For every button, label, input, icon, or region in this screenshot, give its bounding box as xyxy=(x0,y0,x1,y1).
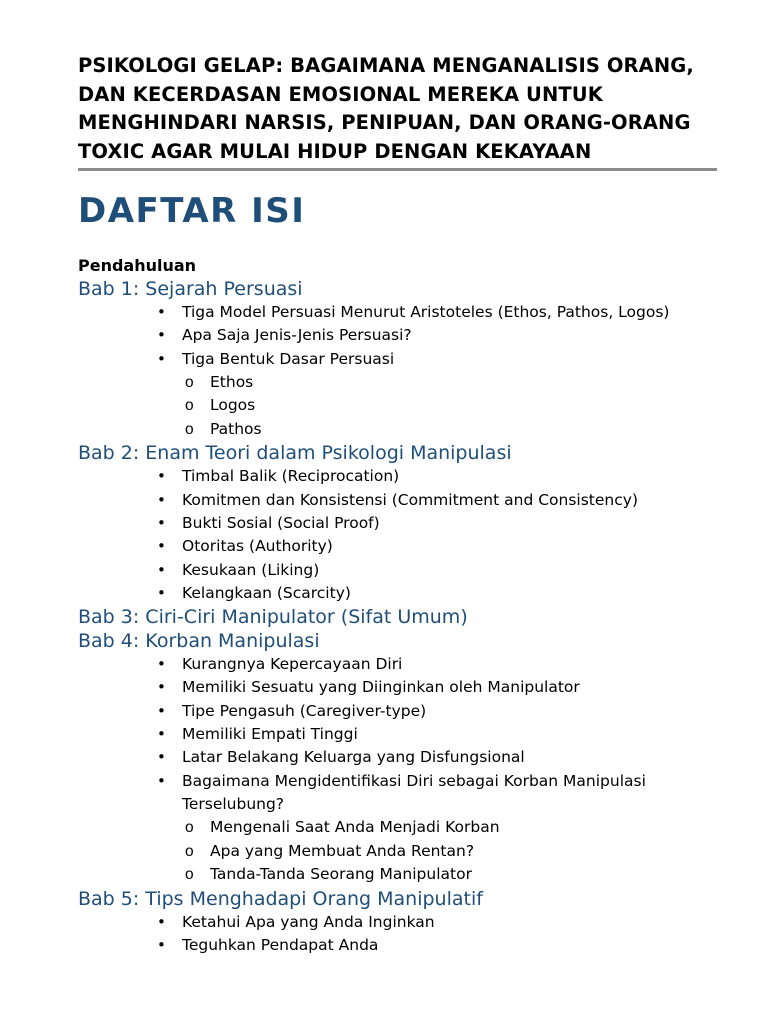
toc-section-item[interactable] xyxy=(157,653,718,676)
toc-subsection-item[interactable] xyxy=(185,816,718,840)
toc-subsection-item[interactable] xyxy=(185,840,718,864)
toc-section-label: Bagaimana Mengidentifikasi Diri sebagai Korban Manipulasi Terselubung? xyxy=(182,771,646,813)
toc-heading: DAFTAR ISI xyxy=(78,191,306,231)
bullet-icon: • xyxy=(157,936,166,955)
toc-section-item[interactable] xyxy=(157,723,718,746)
toc-section-list xyxy=(78,911,718,958)
toc-section-item[interactable] xyxy=(157,934,718,957)
toc-chapter xyxy=(78,629,718,887)
toc-section-label: Apa Saja Jenis-Jenis Persuasi? xyxy=(182,326,412,345)
toc-section-label: Timbal Balik (Reciprocation) xyxy=(182,467,400,486)
toc-section-label: Tiga Model Persuasi Menurut Aristoteles (Ethos, Pathos, Logos) xyxy=(182,303,670,321)
toc-chapter-title[interactable]: Bab 2: Enam Teori dalam Psikologi Manipulasi xyxy=(78,442,512,465)
toc-subsection-list xyxy=(182,816,718,887)
toc-section-item[interactable] xyxy=(157,512,718,535)
toc-subsection-label: Ethos xyxy=(210,372,254,391)
toc-subsection-list xyxy=(182,371,718,442)
document-title-line: DAN KECERDASAN EMOSIONAL MEREKA UNTUK xyxy=(78,82,603,106)
toc-section-item[interactable] xyxy=(157,559,718,582)
bullet-icon: • xyxy=(157,678,166,697)
bullet-icon: • xyxy=(157,748,166,767)
toc-section-item[interactable] xyxy=(157,465,718,488)
sub-bullet-icon: o xyxy=(185,866,194,884)
toc-subsection-label: Logos xyxy=(210,396,256,415)
toc-section-label: Otoritas (Authority) xyxy=(182,537,333,556)
toc-subsection-label: Tanda-Tanda Seorang Manipulator xyxy=(210,865,472,884)
toc-section-item[interactable] xyxy=(157,770,718,817)
toc-section-list xyxy=(78,465,718,605)
toc-section-list xyxy=(78,653,718,887)
toc-section-item[interactable] xyxy=(157,676,718,699)
sub-bullet-icon: o xyxy=(185,842,194,860)
toc-section-label: Ketahui Apa yang Anda Inginkan xyxy=(182,912,435,931)
toc-subsection-label: Pathos xyxy=(210,419,262,438)
toc-chapter xyxy=(78,441,718,605)
document-title-line: TOXIC AGAR MULAI HIDUP DENGAN KEKAYAAN xyxy=(78,139,592,163)
toc-section-item[interactable] xyxy=(157,582,718,605)
toc-subsection-label: Mengenali Saat Anda Menjadi Korban xyxy=(210,818,500,837)
bullet-icon: • xyxy=(157,771,166,790)
bullet-icon: • xyxy=(157,701,166,720)
toc-section-label: Kesukaan (Liking) xyxy=(182,560,320,579)
document-title-line: MENGHINDARI NARSIS, PENIPUAN, DAN ORANG-ORANG xyxy=(78,111,691,134)
toc-section-item[interactable] xyxy=(157,348,718,371)
toc-chapter xyxy=(78,605,718,629)
toc-section-label: Kurangnya Kepercayaan Diri xyxy=(182,655,403,674)
bullet-icon: • xyxy=(157,912,166,931)
toc-section-label: Teguhkan Pendapat Anda xyxy=(182,936,379,955)
bullet-icon: • xyxy=(157,490,166,509)
document-title xyxy=(78,52,718,166)
sub-bullet-icon: o xyxy=(185,397,194,415)
toc-subsection-item[interactable] xyxy=(185,394,718,418)
document-title-line: PSIKOLOGI GELAP: BAGAIMANA MENGANALISIS ORANG, xyxy=(78,54,694,77)
sub-bullet-icon: o xyxy=(185,819,194,837)
bullet-icon: • xyxy=(157,655,166,674)
toc-chapter-title[interactable]: Bab 3: Ciri-Ciri Manipulator (Sifat Umum) xyxy=(78,606,468,629)
toc-section-label: Tipe Pengasuh (Caregiver-type) xyxy=(182,701,427,720)
toc-section-item[interactable] xyxy=(157,700,718,723)
bullet-icon: • xyxy=(157,513,166,532)
toc-section-label: Memiliki Empati Tinggi xyxy=(182,725,358,744)
toc-subsection-label: Apa yang Membuat Anda Rentan? xyxy=(210,841,475,860)
bullet-icon: • xyxy=(157,349,166,368)
sub-bullet-icon: o xyxy=(185,420,194,438)
bullet-icon: • xyxy=(157,725,166,744)
bullet-icon: • xyxy=(157,583,166,602)
toc-section-item[interactable] xyxy=(157,535,718,558)
toc-chapter xyxy=(78,277,718,441)
toc-chapter xyxy=(78,887,718,958)
toc-section-item[interactable] xyxy=(157,324,718,347)
toc-chapter-list xyxy=(78,277,718,957)
toc-section-label: Kelangkaan (Scarcity) xyxy=(182,583,351,602)
sub-bullet-icon: o xyxy=(185,373,194,391)
toc-subsection-item[interactable] xyxy=(185,371,718,395)
toc-section-item[interactable] xyxy=(157,301,718,324)
toc-subsection-item[interactable] xyxy=(185,863,718,887)
toc-chapter-title[interactable]: Bab 1: Sejarah Persuasi xyxy=(78,278,303,300)
toc-chapter-title[interactable]: Bab 4: Korban Manipulasi xyxy=(78,630,320,653)
bullet-icon: • xyxy=(157,303,166,321)
toc-section-label: Bukti Sosial (Social Proof) xyxy=(182,513,380,532)
toc-subsection-group xyxy=(182,816,718,887)
title-divider xyxy=(78,168,717,171)
bullet-icon: • xyxy=(157,537,166,556)
bullet-icon: • xyxy=(157,467,166,486)
toc-section-label: Tiga Bentuk Dasar Persuasi xyxy=(182,349,395,368)
bullet-icon: • xyxy=(157,326,166,345)
toc-section-label: Memiliki Sesuatu yang Diinginkan oleh Manipulator xyxy=(182,678,580,697)
toc-section-item[interactable] xyxy=(157,746,718,769)
toc-subsection-group xyxy=(182,371,718,442)
toc-section-list xyxy=(78,301,718,441)
toc-section-label: Komitmen dan Konsistensi (Commitment and Consistency) xyxy=(182,490,638,509)
toc-section-item[interactable] xyxy=(157,489,718,512)
toc-entry-intro[interactable]: Pendahuluan xyxy=(78,256,197,275)
toc-subsection-item[interactable] xyxy=(185,418,718,442)
bullet-icon: • xyxy=(157,560,166,579)
toc-section-item[interactable] xyxy=(157,911,718,934)
toc-section-label: Latar Belakang Keluarga yang Disfungsional xyxy=(182,748,525,767)
toc-chapter-title[interactable]: Bab 5: Tips Menghadapi Orang Manipulatif xyxy=(78,887,483,910)
